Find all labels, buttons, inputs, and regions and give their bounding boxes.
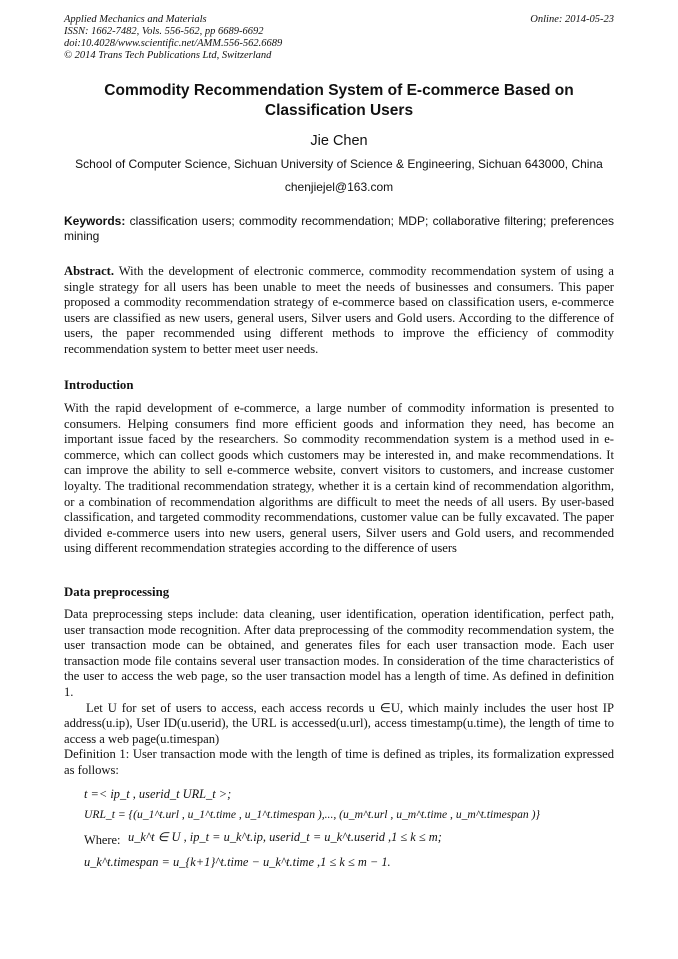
dp-paragraph-3: Definition 1: User transaction mode with the length of time is defined as triples, its formalization expressed as follows: xyxy=(64,747,614,777)
keywords xyxy=(64,214,614,244)
formula-1: t =< ip_t , userid_t URL_t >; xyxy=(84,787,232,801)
affiliation: School of Computer Science, Sichuan University of Science & Engineering, Sichuan 643000, China xyxy=(75,157,603,171)
introduction-heading: Introduction xyxy=(64,378,134,392)
dp-paragraph-2: Let U for set of users to access, each access records u ∈U, which mainly includes the user host IP address(u.ip), User ID(u.userid), the URL is accessed(u.url), access timestamp(u.time), the length of time to access a web page(u.timespan) xyxy=(64,700,614,746)
issn-line: ISSN: 1662-7482, Vols. 556-562, pp 6689-6692 xyxy=(64,26,264,37)
keywords-label: Keywords: xyxy=(64,214,126,228)
journal-name: Applied Mechanics and Materials xyxy=(64,14,207,25)
online-date: Online: 2014-05-23 xyxy=(530,14,614,25)
abstract xyxy=(64,264,614,358)
abstract-label: Abstract. xyxy=(64,264,115,278)
author-name: Jie Chen xyxy=(310,133,368,149)
dp-paragraph-1: Data preprocessing steps include: data cleaning, user identification, operation identification, perfect path, user transaction mode recognition. After data preprocessing of the commodity recommendation system, the user transaction mode can be obtained, and generates files for each user transaction mode. Each user transaction mode file contains several user transaction modes. In consideration of the time characteristics of the user to access the web page, so the user transaction model has a length of time. As defined in definition 1. xyxy=(64,607,614,699)
where-label: Where: xyxy=(84,833,121,847)
journal-header xyxy=(64,14,282,62)
copyright-line: © 2014 Trans Tech Publications Ltd, Switzerland xyxy=(64,50,272,61)
data-preprocessing-body xyxy=(64,607,614,779)
doi-line: doi:10.4028/www.scientific.net/AMM.556-562.6689 xyxy=(64,38,283,49)
formula-4: u_k^t.timespan = u_{k+1}^t.time − u_k^t.time ,1 ≤ k ≤ m − 1. xyxy=(84,855,391,869)
paper-title: Commodity Recommendation System of E-commerce Based on Classification Users xyxy=(104,82,574,119)
introduction-text: With the rapid development of e-commerce, a large number of commodity information is presented to consumers. Helping consumers find more efficient goods and information they need, has become an important issue faced by the researchers. So commodity recommendation system is a method used in e-commerce, which can collect goods which customers may be interested in, and make recommendations. It can improve the ability to sell e-commerce website, convert visitors to customers, and increase customer loyalty. The traditional recommendation strategy, whether it is a certain kind of recommendation algorithm, or a combination of recommendation algorithms are difficult to meet the needs of all users. By user-based classification, and targeted commodity recommendations, customer value can be fully excavated. The paper divided e-commerce users into new users, general users, Silver users and Gold users, and recommended using different recommendation strategies according to the difference of users xyxy=(64,401,614,556)
keywords-text: classification users; commodity recommendation; MDP; collaborative filtering; preferences mining xyxy=(64,214,614,243)
abstract-text: With the development of electronic commerce, commodity recommendation system of using a single strategy for all users has been unable to meet the needs of businesses and consumers. This paper proposed a commodity recommendation strategy of e-commerce based on classification users, e-commerce users are classified as new users, general users, Silver users and Gold users. According to the difference of users, the paper recommended using different methods to improve the efficiency of commodity recommendation system to better meet user needs. xyxy=(64,264,614,356)
formula-3: u_k^t ∈ U , ip_t = u_k^t.ip, userid_t = u_k^t.userid ,1 ≤ k ≤ m; xyxy=(128,830,442,844)
data-preprocessing-heading: Data preprocessing xyxy=(64,585,170,599)
author-email: chenjiejel@163.com xyxy=(284,180,394,194)
formula-2: URL_t = {(u_1^t.url , u_1^t.time , u_1^t.timespan ),..., (u_m^t.url , u_m^t.time , u_m^t.timespan )} xyxy=(84,808,541,821)
